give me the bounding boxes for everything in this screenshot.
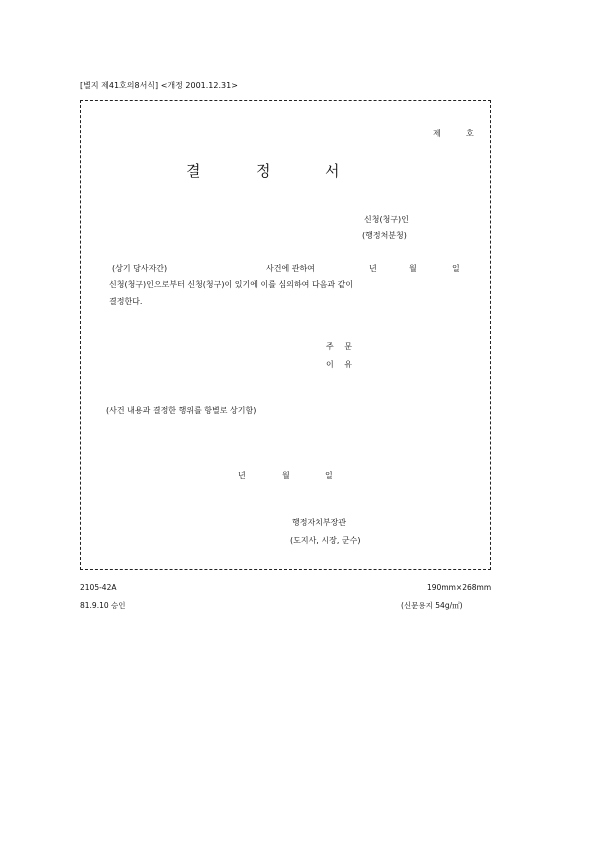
body-parties: (상기 당사자간) — [112, 264, 168, 273]
body-year: 년 — [369, 264, 377, 273]
body-month: 월 — [409, 264, 417, 273]
form-label: [별지 제41호의8서식] — [80, 81, 159, 90]
body-line-2: 신청(청구)인으로부터 신청(청구)이 있기에 이를 심의하여 다음과 같이 — [109, 280, 354, 289]
body-line-3: 결정한다. — [109, 297, 143, 306]
title-char-2: 정 — [256, 162, 271, 180]
authority-subtitle: (도지사, 시장, 군수) — [290, 536, 361, 545]
body-case: 사건에 관하여 — [266, 264, 315, 273]
respondent-label: (행정처분청) — [362, 231, 407, 240]
body-day: 일 — [452, 264, 460, 273]
sign-year: 년 — [238, 471, 246, 480]
sign-month: 월 — [282, 471, 290, 480]
form-frame — [80, 100, 491, 570]
approval-date: 81.9.10 승인 — [80, 601, 126, 610]
form-header — [80, 80, 238, 91]
applicant-label: 신청(청구)인 — [364, 215, 409, 224]
title-char-1: 결 — [186, 162, 201, 180]
reason-label: 이 유 — [326, 360, 352, 369]
form-code: 2105-42A — [80, 583, 117, 592]
instruction-text: (사건 내용과 결정한 행위를 항별로 상기함) — [106, 406, 257, 415]
doc-number-prefix: 제 — [433, 129, 441, 138]
order-label: 주 문 — [326, 342, 352, 351]
doc-number-suffix: 호 — [466, 129, 474, 138]
title-char-3: 서 — [325, 162, 340, 180]
paper-size: 190mm×268mm — [427, 583, 492, 592]
revision-note: <개정 2001.12.31> — [160, 81, 238, 90]
sign-day: 일 — [325, 471, 333, 480]
authority-name: 행정자치부장관 — [292, 518, 347, 527]
paper-spec: (신문용지 54g/㎡) — [401, 601, 463, 610]
